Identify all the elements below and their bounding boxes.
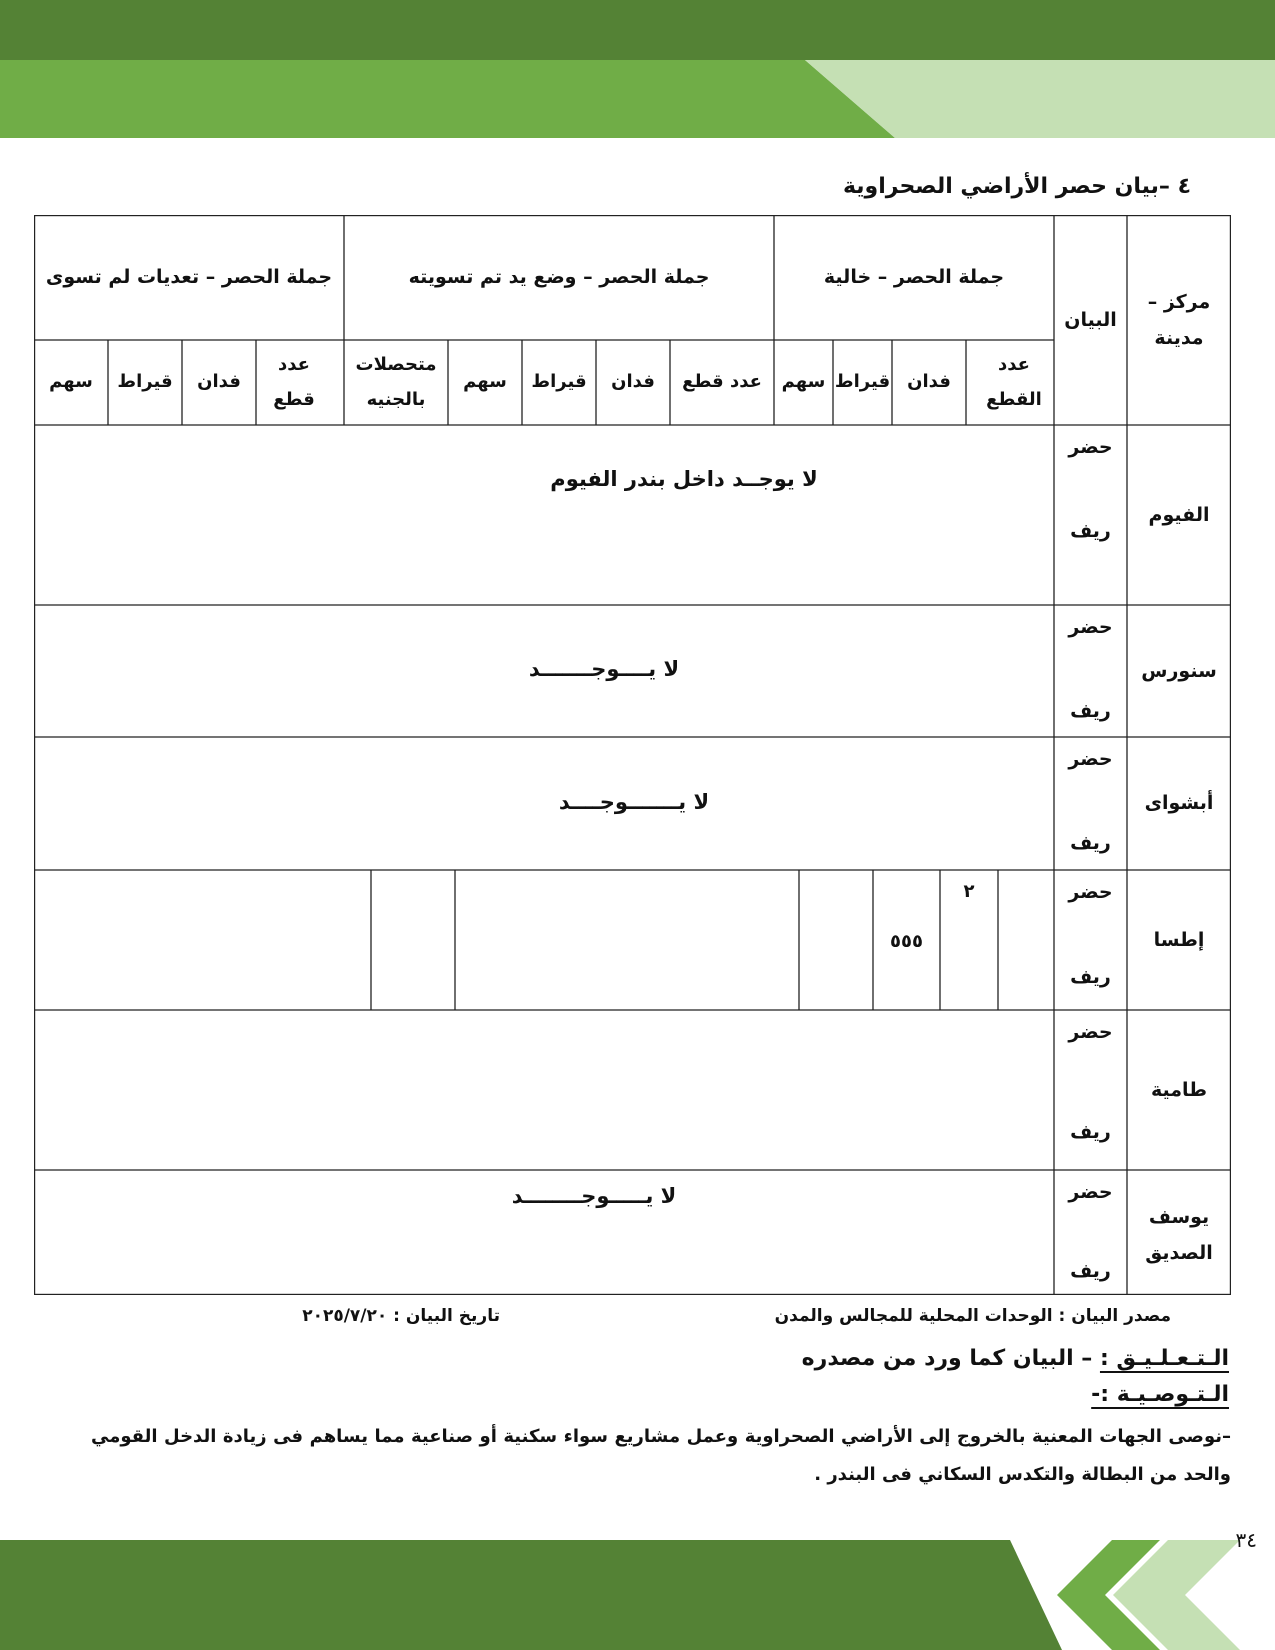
sub-unsettled-qirat: قيراط — [117, 371, 173, 393]
header-group-empty: جملة الحصر – خالية — [823, 266, 1005, 289]
row-urban: حضر — [1068, 1180, 1113, 1203]
header-group-unsettled: جملة الحصر – تعديات لم تسوى — [45, 266, 333, 289]
header-center: مركز – مدينة — [1147, 290, 1211, 349]
itsa-feddan-value: ٢ — [963, 880, 975, 902]
data-source: مصدر البيان : الوحدات المحلية للمجالس والمدن — [774, 1306, 1171, 1326]
row-rural: ريف — [1070, 519, 1111, 542]
row-note: لا يوجــد داخل بندر الفيوم — [550, 467, 818, 492]
header-statement: البيان — [1064, 308, 1117, 331]
data-date: تاريخ البيان : ٢٠٢٥/٧/٢٠ — [302, 1306, 500, 1326]
row-urban: حضر — [1068, 880, 1113, 903]
row-center: الفيوم — [1148, 503, 1210, 526]
row-center: أبشواى — [1144, 792, 1214, 815]
top-banner — [0, 0, 1275, 140]
sub-settled-revenue: متحصلات بالجنيه — [355, 354, 437, 410]
sub-settled-qirat: قيراط — [531, 371, 587, 393]
row-note: لا يـــــوجــــــــد — [511, 1184, 677, 1209]
sub-empty-feddan: فدان — [907, 371, 951, 393]
page-number: ٣٤ — [1235, 1528, 1257, 1552]
row-center: إطسا — [1153, 928, 1205, 951]
row-urban: حضر — [1068, 1020, 1113, 1043]
sub-empty-pieces: عدد القطع — [986, 354, 1042, 410]
row-urban: حضر — [1068, 435, 1113, 458]
recommendation-text: –نوصى الجهات المعنية بالخروج إلى الأراضي الصحراوية وعمل مشاريع سواء سكنية أو صناعية مما يساهم فى زيادة الدخل القومي والحد من البطالة والتكدس السكاني فى البندر . — [91, 1426, 1231, 1485]
row-rural: ريف — [1070, 1120, 1111, 1143]
row-center: يوسف الصديق — [1145, 1205, 1213, 1264]
section-heading: ٤ –بيان حصر الأراضي الصحراوية — [842, 174, 1191, 199]
bottom-banner — [0, 1535, 1275, 1650]
row-center: طامية — [1150, 1078, 1208, 1101]
comment-label: الـتـعـلـيـق : — [1099, 1346, 1229, 1371]
row-rural: ريف — [1070, 1259, 1111, 1282]
recommendation-line — [1091, 1382, 1229, 1407]
sub-settled-pieces: عدد قطع — [682, 371, 762, 393]
row-rural: ريف — [1070, 831, 1111, 854]
sub-empty-qirat: قيراط — [834, 371, 891, 393]
comment-text: – البيان كما ورد من مصدره — [801, 1346, 1093, 1371]
row-rural: ريف — [1070, 699, 1111, 722]
row-note: لا يــــوجـــــــد — [528, 657, 680, 682]
row-urban: حضر — [1068, 747, 1113, 770]
recommendation-label: الـتـوصـيـة :- — [1091, 1382, 1229, 1407]
row-urban: حضر — [1068, 615, 1113, 638]
sub-unsettled-feddan: فدان — [197, 371, 241, 393]
header-group-settled: جملة الحصر – وضع يد تم تسويته — [408, 266, 710, 289]
sub-empty-sahm: سهم — [781, 371, 826, 393]
sub-unsettled-pieces: عدد قطع — [273, 354, 315, 410]
sub-unsettled-sahm: سهم — [49, 371, 93, 393]
comment-line — [802, 1346, 1229, 1371]
row-center: سنورس — [1141, 659, 1217, 682]
sub-settled-feddan: فدان — [611, 371, 655, 393]
desert-land-table — [34, 215, 1231, 1295]
row-rural: ريف — [1070, 965, 1111, 988]
itsa-qirat-value: ٥٥٥ — [890, 930, 923, 952]
row-note: لا يـــــــوجــــد — [558, 790, 710, 815]
sub-settled-sahm: سهم — [463, 371, 507, 393]
